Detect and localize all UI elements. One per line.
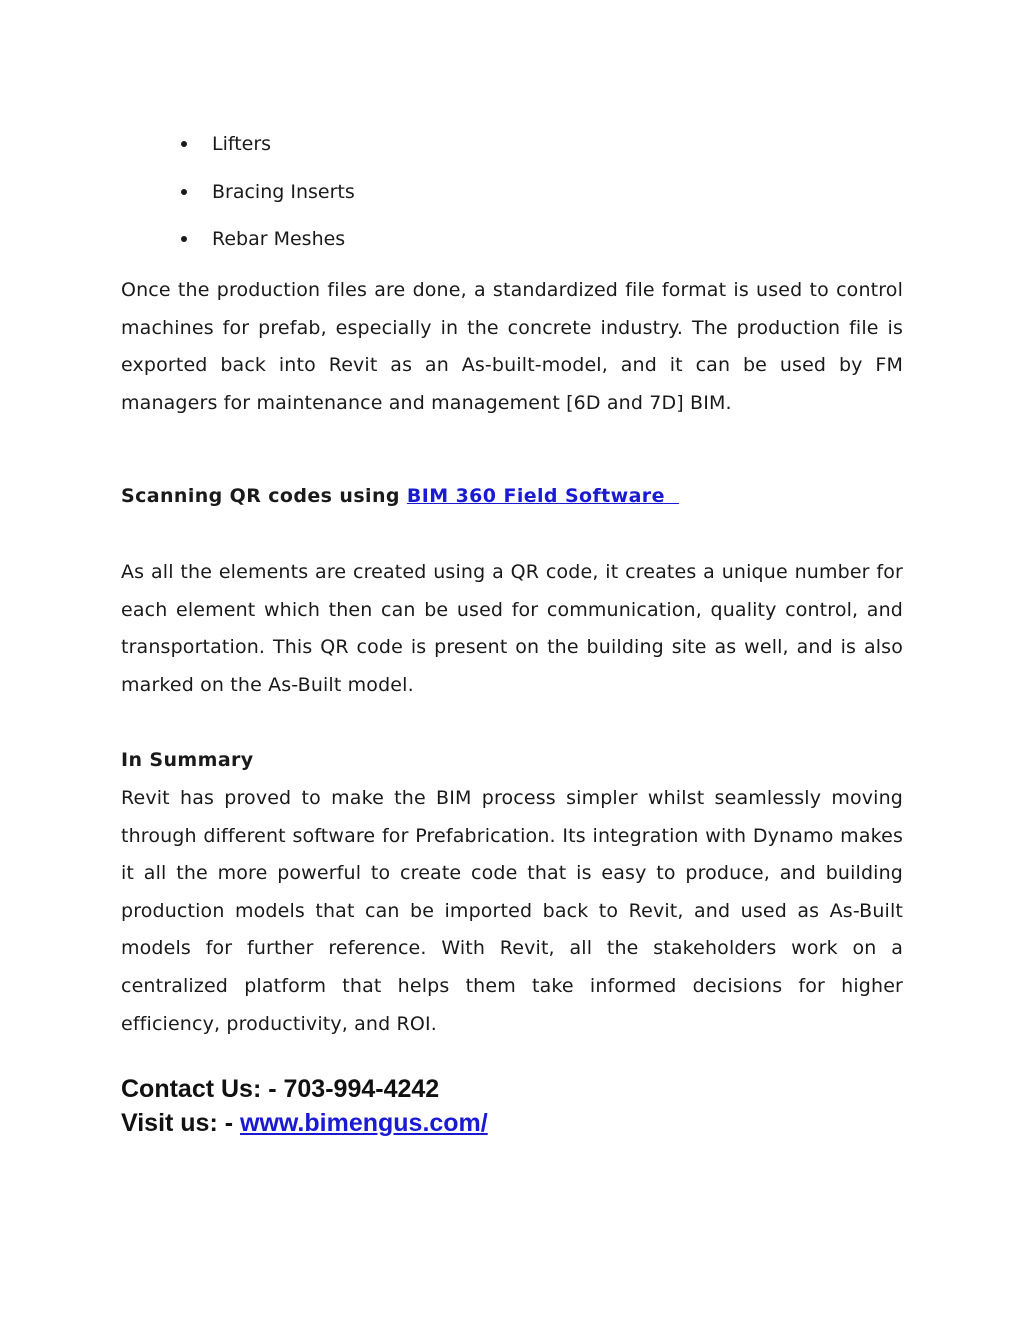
list-item-label: Lifters <box>212 133 272 155</box>
qr-paragraph: As all the elements are created using a QR code, it creates a unique number for each element which then can be used for communication, quality control, and transportation. This QR code is present on the building site as well, and is also marked on the As-Built model. <box>121 561 903 696</box>
visit-line <box>121 1107 488 1140</box>
bullet-icon <box>181 236 187 242</box>
list-item <box>181 176 355 224</box>
contact-line: Contact Us: - 703-994-4242 <box>121 1075 440 1103</box>
bim360-field-link[interactable]: BIM 360 Field Software <box>406 485 679 507</box>
summary-paragraph: Revit has proved to make the BIM process simpler whilst seamlessly moving through different software for Prefabrication. Its integration with Dynamo makes it all the more powerful to create code that is easy to produce, and building production models that can be imported back to Revit, and used as As-Built models for further reference. With Revit, all the stakeholders work on a centralized platform that helps them take informed decisions for higher efficiency, productivity, and ROI. <box>121 787 903 1035</box>
bullet-icon <box>181 141 187 147</box>
list-item <box>181 223 355 271</box>
list-item-label: Rebar Meshes <box>212 228 346 250</box>
production-paragraph: Once the production files are done, a standardized file format is used to control machines for prefab, especially in the concrete industry. The production file is exported back into Revit as an As-built-model, and it can be used by FM managers for maintenance and management [6D and 7D] BIM. <box>121 279 903 414</box>
visit-label: Visit us: - <box>121 1109 241 1137</box>
qr-heading-text: Scanning QR codes using <box>121 485 407 507</box>
summary-heading: In Summary <box>121 749 254 771</box>
component-list <box>181 128 355 271</box>
website-link[interactable]: www.bimengus.com/ <box>240 1109 488 1137</box>
list-item <box>181 128 355 176</box>
bullet-icon <box>181 189 187 195</box>
list-item-label: Bracing Inserts <box>212 180 355 203</box>
qr-section-heading <box>121 480 679 512</box>
